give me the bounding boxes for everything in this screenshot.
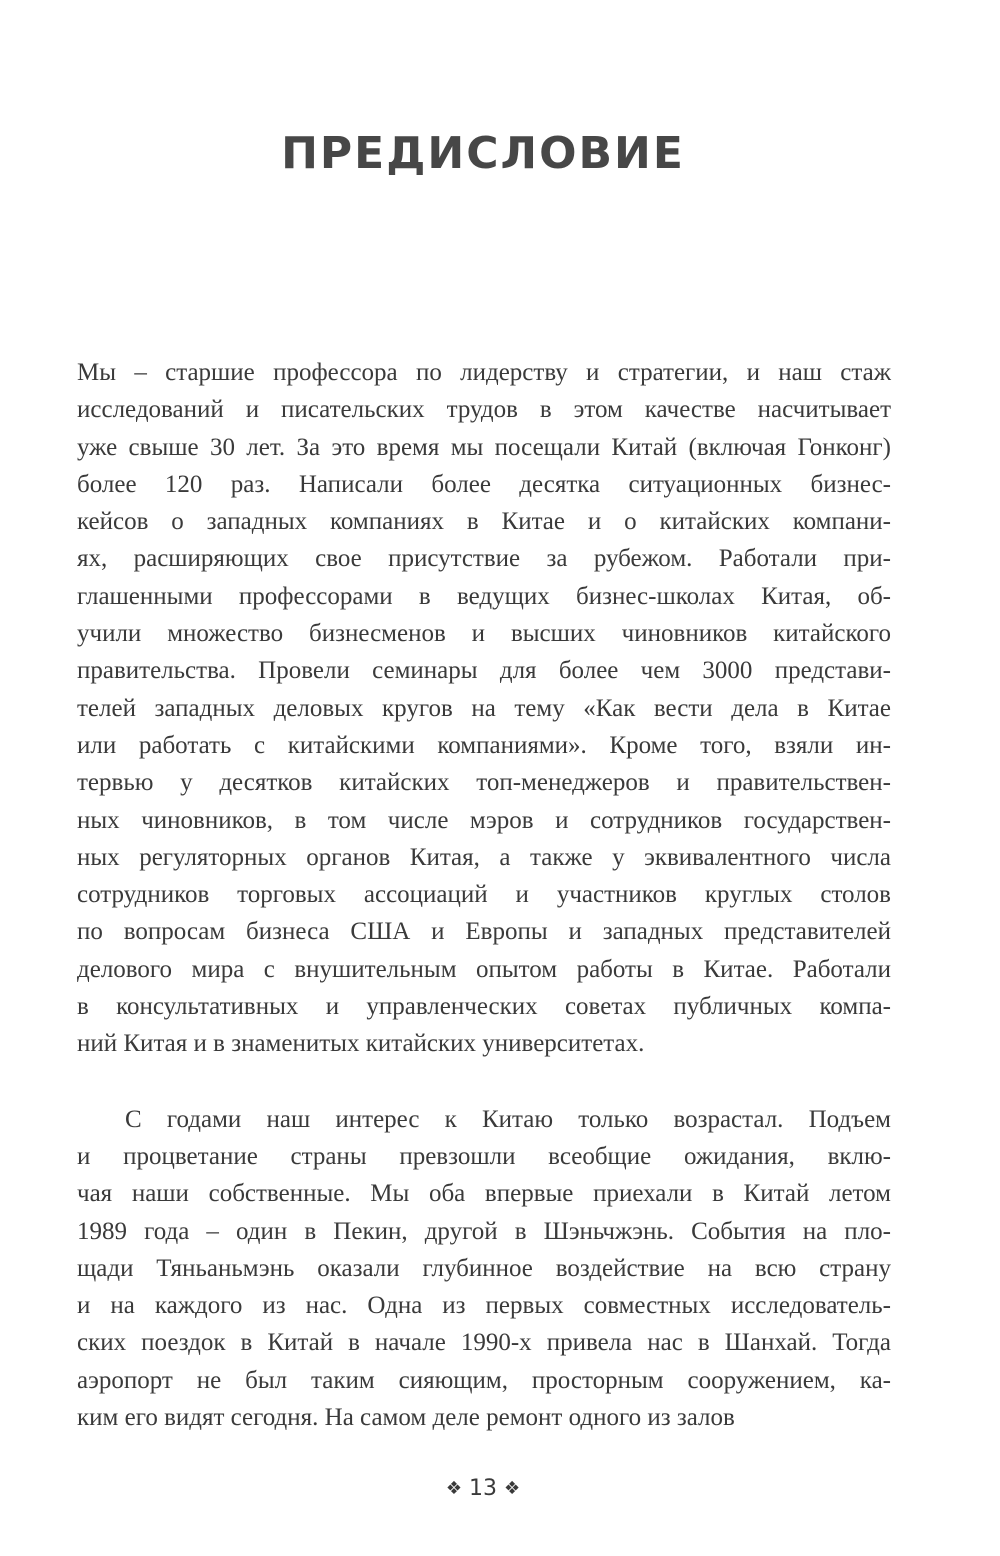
- text-line: и процветание страны превзошли всеобщие ожидания, вклю-: [77, 1142, 891, 1170]
- text-line: делового мира с внушительным опытом работы в Китае. Работали: [77, 955, 891, 983]
- body-text: [77, 354, 891, 1436]
- text-line: ских поездок в Китай в начале 1990-х привела нас в Шанхай. Тогда: [77, 1329, 891, 1357]
- paragraph-2: [77, 1101, 891, 1437]
- text-line: ким его видят сегодня. На самом деле ремонт одного из залов: [77, 1404, 735, 1432]
- text-line: ных чиновников, в том числе мэров и сотрудников государствен-: [77, 806, 891, 834]
- text-line: глашенными профессорами в ведущих бизнес-школах Китая, об-: [77, 582, 891, 610]
- text-line: более 120 раз. Написали более десятка ситуационных бизнес-: [77, 470, 891, 498]
- text-line: ний Китая и в знаменитых китайских университетах.: [77, 1030, 645, 1058]
- text-line: сотрудников торговых ассоциаций и участников круглых столов: [77, 881, 891, 909]
- text-line: С годами наш интерес к Китаю только возрастал. Подъем: [125, 1105, 891, 1133]
- text-line: аэропорт не был таким сияющим, просторным сооружением, ка-: [77, 1366, 891, 1394]
- text-line: ных регуляторных органов Китая, а также у эквивалентного числа: [77, 843, 891, 871]
- text-line: учили множество бизнесменов и высших чиновников китайского: [77, 620, 891, 648]
- ornament-right-icon: ❖: [504, 1478, 521, 1499]
- paragraph-1: [77, 354, 891, 1063]
- text-line: по вопросам бизнеса США и Европы и западных представителей: [77, 918, 891, 946]
- chapter-title: ПРЕДИСЛОВИЕ: [281, 128, 685, 179]
- text-line: и на каждого из нас. Одна из первых совместных исследователь-: [77, 1292, 891, 1320]
- ornament-left-icon: ❖: [445, 1478, 462, 1499]
- page-number: 13: [469, 1476, 497, 1501]
- page-footer: [0, 1476, 966, 1501]
- text-line: правительства. Провели семинары для более чем 3000 представи-: [77, 657, 891, 685]
- text-line: телей западных деловых кругов на тему «Как вести дела в Китае: [77, 694, 891, 722]
- text-line: ях, расширяющих свое присутствие за рубежом. Работали при-: [77, 545, 891, 573]
- text-line: уже свыше 30 лет. За это время мы посещали Китай (включая Гонконг): [77, 433, 891, 461]
- text-line: кейсов о западных компаниях в Китае и о китайских компани-: [77, 508, 891, 536]
- text-line: чая наши собственные. Мы оба впервые приехали в Китай летом: [77, 1180, 891, 1208]
- text-line: тервью у десятков китайских топ-менеджеров и правительствен-: [77, 769, 891, 797]
- text-line: в консультативных и управленческих советах публичных компа-: [77, 993, 891, 1021]
- text-line: исследований и писательских трудов в этом качестве насчитывает: [77, 396, 891, 424]
- text-line: Мы – старшие профессора по лидерству и стратегии, и наш стаж: [77, 359, 891, 386]
- text-line: щади Тяньаньмэнь оказали глубинное воздействие на всю страну: [77, 1254, 891, 1282]
- text-line: или работать с китайскими компаниями». Кроме того, взяли ин-: [77, 731, 891, 759]
- text-line: 1989 года – один в Пекин, другой в Шэньчжэнь. События на пло-: [77, 1217, 891, 1245]
